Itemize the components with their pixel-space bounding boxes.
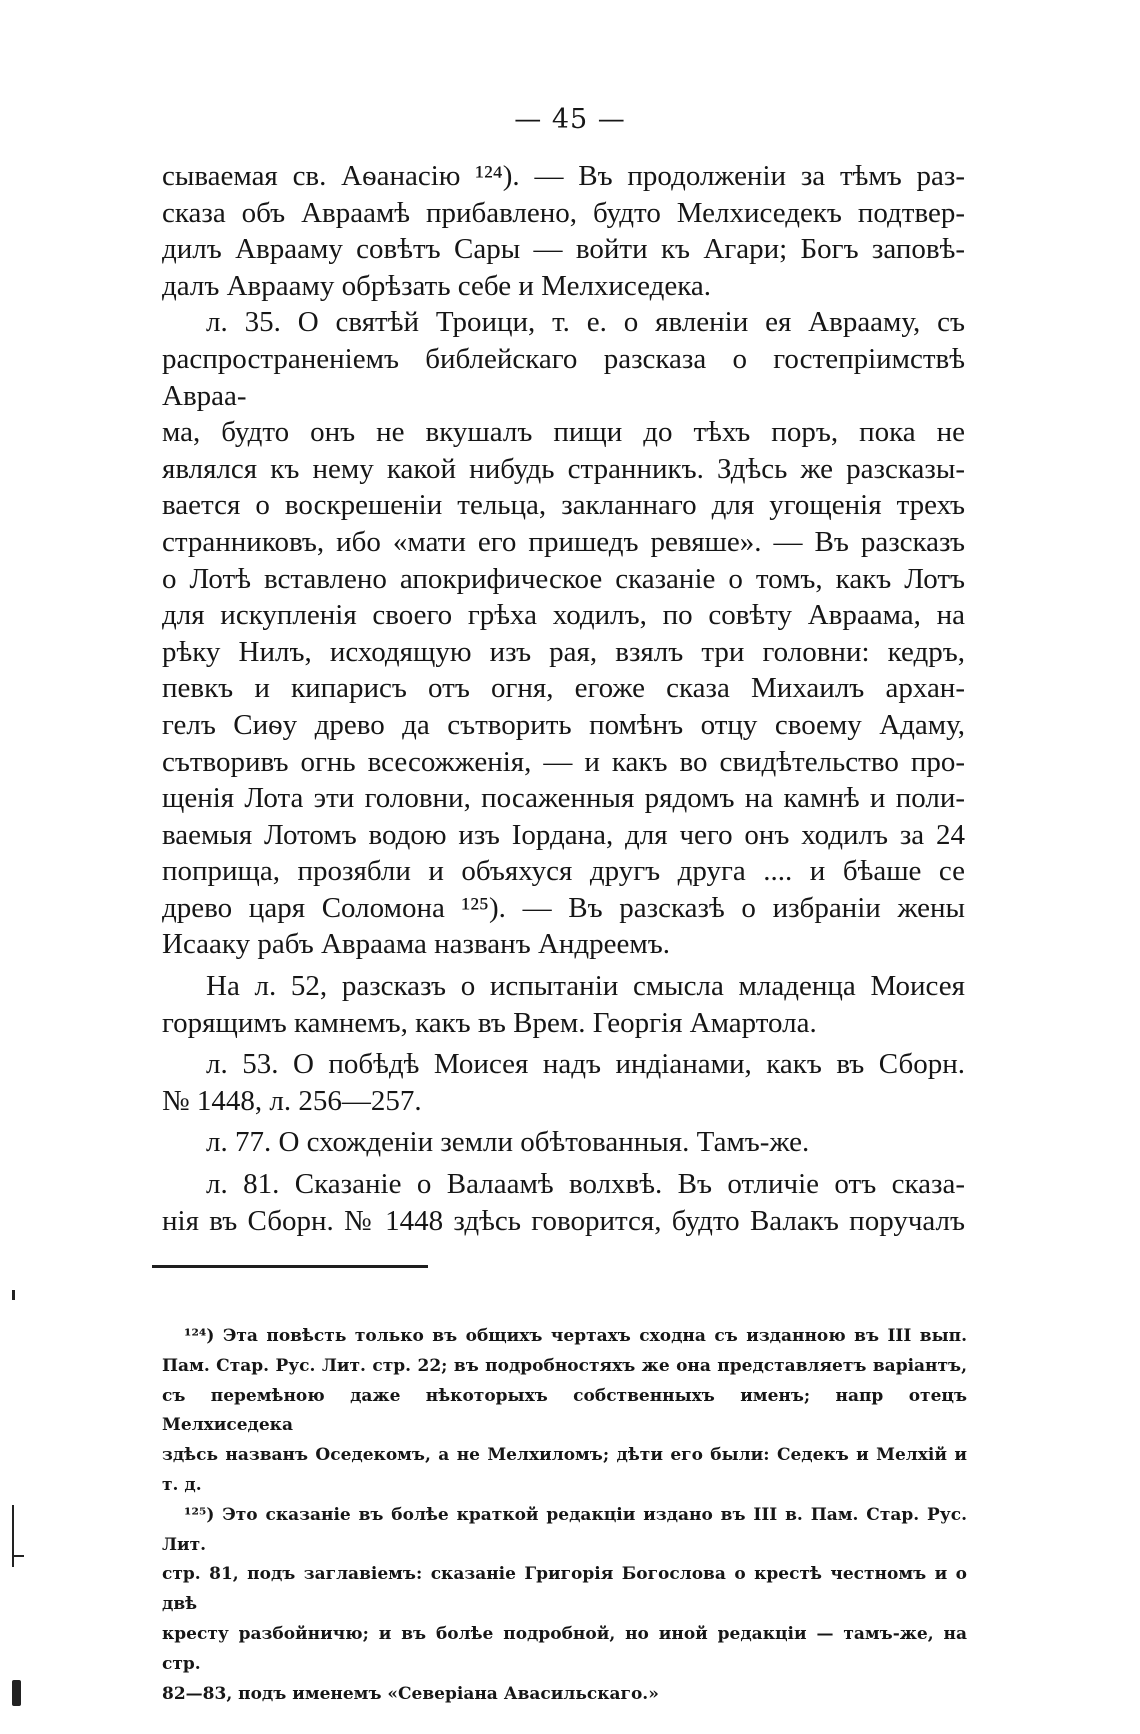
text-line: На л. 52, разсказъ о испытаніи смысла младенца Моисея: [206, 970, 965, 1003]
text-line: вается о воскрешеніи тельца, закланнаго для угощенія трехъ: [162, 489, 965, 522]
text-line: л. 81. Сказаніе о Валаамѣ волхвѣ. Въ отличіе отъ сказа-: [206, 1168, 965, 1201]
footnote-line: 82—83, подъ именемъ «Северіана Авасильскаго.»: [162, 1683, 659, 1704]
text-line: щенія Лота эти головни, посаженныя рядомъ на камнѣ и поли-: [162, 782, 965, 815]
text-line: гелъ Сиѳу древо да сътворить помѣнъ отцу своему Адаму,: [162, 708, 965, 741]
text-line: певкъ и кипарисъ отъ огня, егоже сказа Михаилъ архан-: [162, 672, 965, 705]
text-line: ма, будто онъ не вкушалъ пищи до тѣхъ поръ, пока не: [162, 416, 965, 449]
text-line: далъ Аврааму обрѣзать себе и Мелхиседека.: [162, 269, 712, 302]
text-line: странниковъ, ибо «мати его пришедъ ревяше». — Въ разсказъ: [162, 525, 965, 558]
text-line: распространеніемъ библейскаго разсказа о гостепріимствѣ Авраа-: [162, 342, 965, 412]
footnote-line: кресту разбойничю; и въ болѣе подробной, но иной редакціи — тамъ-же, на стр.: [162, 1623, 967, 1674]
scan-mark: [12, 1680, 21, 1706]
text-line: поприща, прозябли и объяхуся другъ друга .... и бѣаше се: [162, 855, 965, 888]
text-line: л. 35. О святѣй Троици, т. е. о явленіи ея Аврааму, съ: [206, 306, 965, 339]
page-number: — 45 —: [514, 104, 626, 135]
text-line: сказа объ Авраамѣ прибавлено, будто Мелхиседекъ подтвер-: [162, 196, 965, 229]
main-text: [162, 158, 965, 1239]
footnote-line: съ перемѣною даже нѣкоторыхъ собственныхъ именъ; напр отецъ Мелхиседека: [162, 1385, 967, 1436]
scan-mark: [12, 1290, 15, 1300]
scan-mark: [12, 1505, 14, 1567]
footnote-line: здѣсь названъ Оседекомъ, а не Мелхиломъ; дѣти его были: Седекъ и Мелхій и т. д.: [162, 1445, 967, 1495]
footnotes: [162, 1322, 967, 1709]
text-line: для искупленія своего грѣха ходилъ, по совѣту Авраама, на: [162, 599, 965, 632]
text-line: ваемыя Лотомъ водою изъ Іордана, для чего онъ ходилъ за 24: [162, 818, 965, 851]
footnote-separator: [152, 1265, 428, 1268]
footnote-line: Пам. Стар. Рус. Лит. стр. 22; въ подробностяхъ же она представляетъ варіантъ,: [162, 1355, 967, 1376]
text-line: горящимъ камнемъ, какъ въ Врем. Георгія Амартола.: [162, 1006, 817, 1039]
text-line: № 1448, л. 256—257.: [162, 1084, 422, 1117]
text-line: рѣку Нилъ, исходящую изъ рая, взялъ три головни: кедръ,: [162, 635, 965, 668]
text-line: сътворивъ огнь всесожженія, — и какъ во свидѣтельство про-: [162, 745, 965, 778]
text-line: дилъ Аврааму совѣтъ Сары — войти къ Агари; Богъ заповѣ-: [162, 233, 965, 266]
text-line: л. 53. О побѣдѣ Моисея надъ индіанами, какъ въ Сборн.: [206, 1048, 965, 1081]
text-line: сываемая св. Аѳанасію ¹²⁴). — Въ продолженіи за тѣмъ раз-: [162, 160, 965, 192]
text-line: о Лотѣ вставлено апокрифическое сказаніе о томъ, какъ Лотъ: [162, 562, 965, 595]
text-line: л. 77. О схожденіи земли обѣтованныя. Тамъ-же.: [206, 1126, 810, 1159]
text-line: Исааку рабъ Авраама названъ Андреемъ.: [162, 928, 670, 961]
text-line: нія въ Сборн. № 1448 здѣсь говорится, будто Валакъ поручалъ: [162, 1204, 965, 1237]
footnote-line: ¹²⁵) Это сказаніе въ болѣе краткой редакціи издано въ III в. Пам. Стар. Рус. Лит.: [162, 1504, 967, 1555]
scan-mark: [14, 1555, 24, 1557]
footnote-line: стр. 81, подъ заглавіемъ: сказаніе Григорія Богослова о крестѣ честномъ и о двѣ: [162, 1564, 967, 1615]
text-line: являлся къ нему какой нибудь странникъ. Здѣсь же разсказы-: [162, 452, 965, 485]
text-line: древо царя Соломона ¹²⁵). — Въ разсказѣ о избраніи жены: [162, 891, 965, 924]
footnote-line: ¹²⁴) Эта повѣсть только въ общихъ чертахъ сходна съ изданною въ III вып.: [184, 1326, 967, 1346]
